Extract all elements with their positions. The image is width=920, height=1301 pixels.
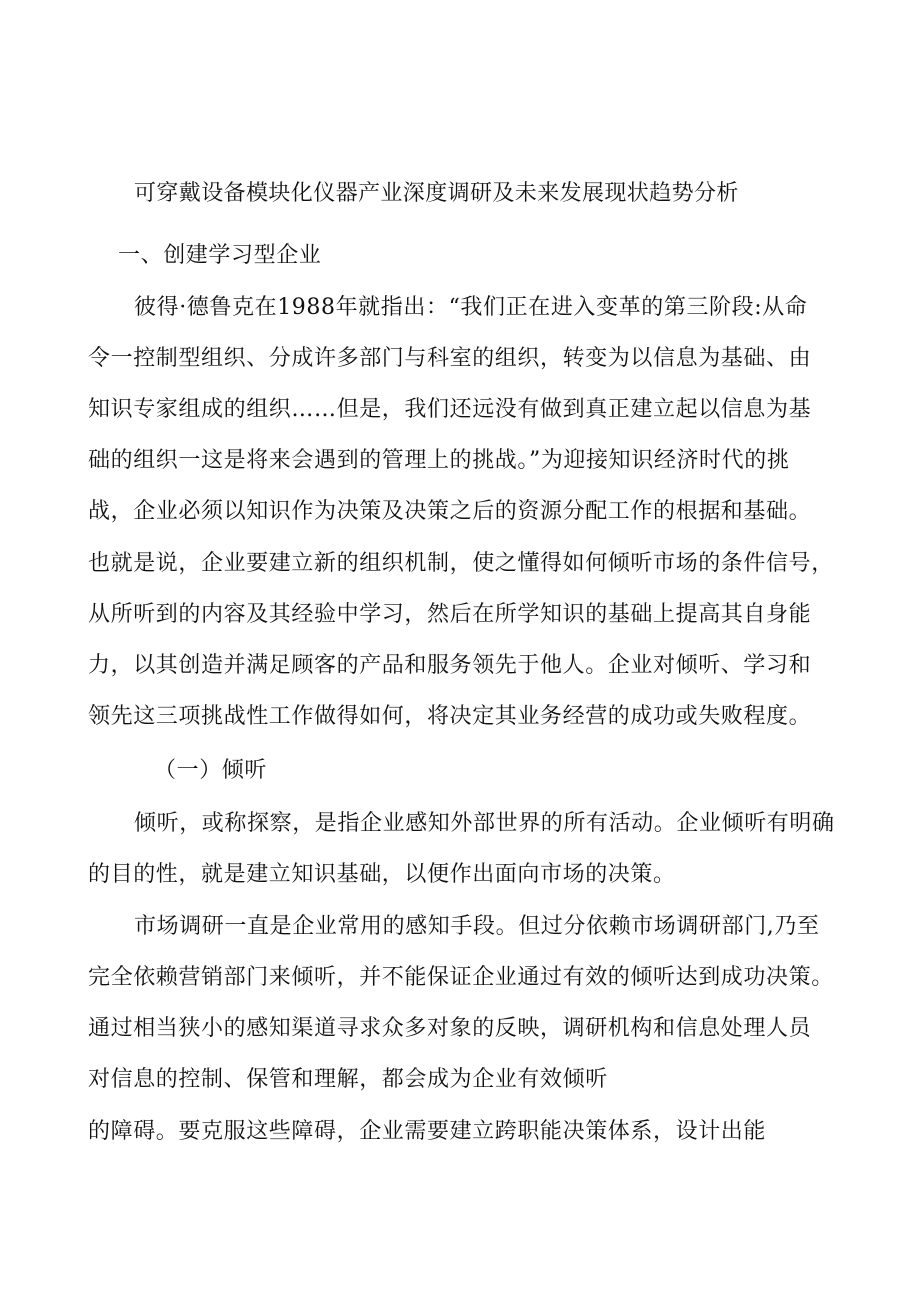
paragraph-line: 知识专家组成的组织……但是，我们还远没有做到真正建立起以信息为基 (88, 397, 812, 422)
paragraph-line: 完全依赖营销部门来倾听，并不能保证企业通过有效的倾听达到成功决策。 (88, 965, 834, 990)
paragraph-line: 通过相当狭小的感知渠道寻求众多对象的反映，调研机构和信息处理人员 (88, 1016, 812, 1041)
paragraph-line: 的障碍。要克服这些障碍，企业需要建立跨职能决策体系，设计出能 (88, 1119, 767, 1144)
paragraph-line: 市场调研一直是企业常用的感知手段。但过分依赖市场调研部门,乃至 (134, 914, 820, 939)
paragraph-line: 倾听，或称探察，是指企业感知外部世界的所有活动。企业倾听有明确 (134, 811, 835, 836)
paragraph-line: 础的组织一这是将来会遇到的管理上的挑战。”为迎接知识经济时代的挑 (88, 448, 790, 473)
section-heading: 一、创建学习型企业 (118, 243, 322, 268)
paragraph-line: 的目的性，就是建立知识基础，以便作出面向市场的决策。 (88, 862, 676, 887)
paragraph-line: 力，以其创造并满足顾客的产品和服务领先于他人。企业对倾听、学习和 (88, 653, 812, 678)
paragraph-line: 领先这三项挑战性工作做得如何，将决定其业务经营的成功或失败程度。 (88, 704, 812, 729)
paragraph-line: 战，企业必须以知识作为决策及决策之后的资源分配工作的根据和基础。 (88, 499, 812, 524)
document-title: 可穿戴设备模块化仪器产业深度调研及未来发展现状趋势分析 (134, 181, 739, 206)
subsection-heading: （一）倾听 (154, 758, 268, 783)
paragraph-line: 令一控制型组织、分成许多部门与科室的组织，转变为以信息为基础、由 (88, 346, 812, 371)
paragraph-line: 也就是说，企业要建立新的组织机制，使之懂得如何倾听市场的条件信号， (88, 551, 834, 576)
paragraph-line: 彼得·德鲁克在1988年就指出：“我们正在进入变革的第三阶段:从命 (134, 295, 808, 320)
paragraph-line: 从所听到的内容及其经验中学习，然后在所学知识的基础上提高其自身能 (88, 602, 812, 627)
paragraph-line: 对信息的控制、保管和理解，都会成为企业有效倾听 (88, 1067, 608, 1092)
